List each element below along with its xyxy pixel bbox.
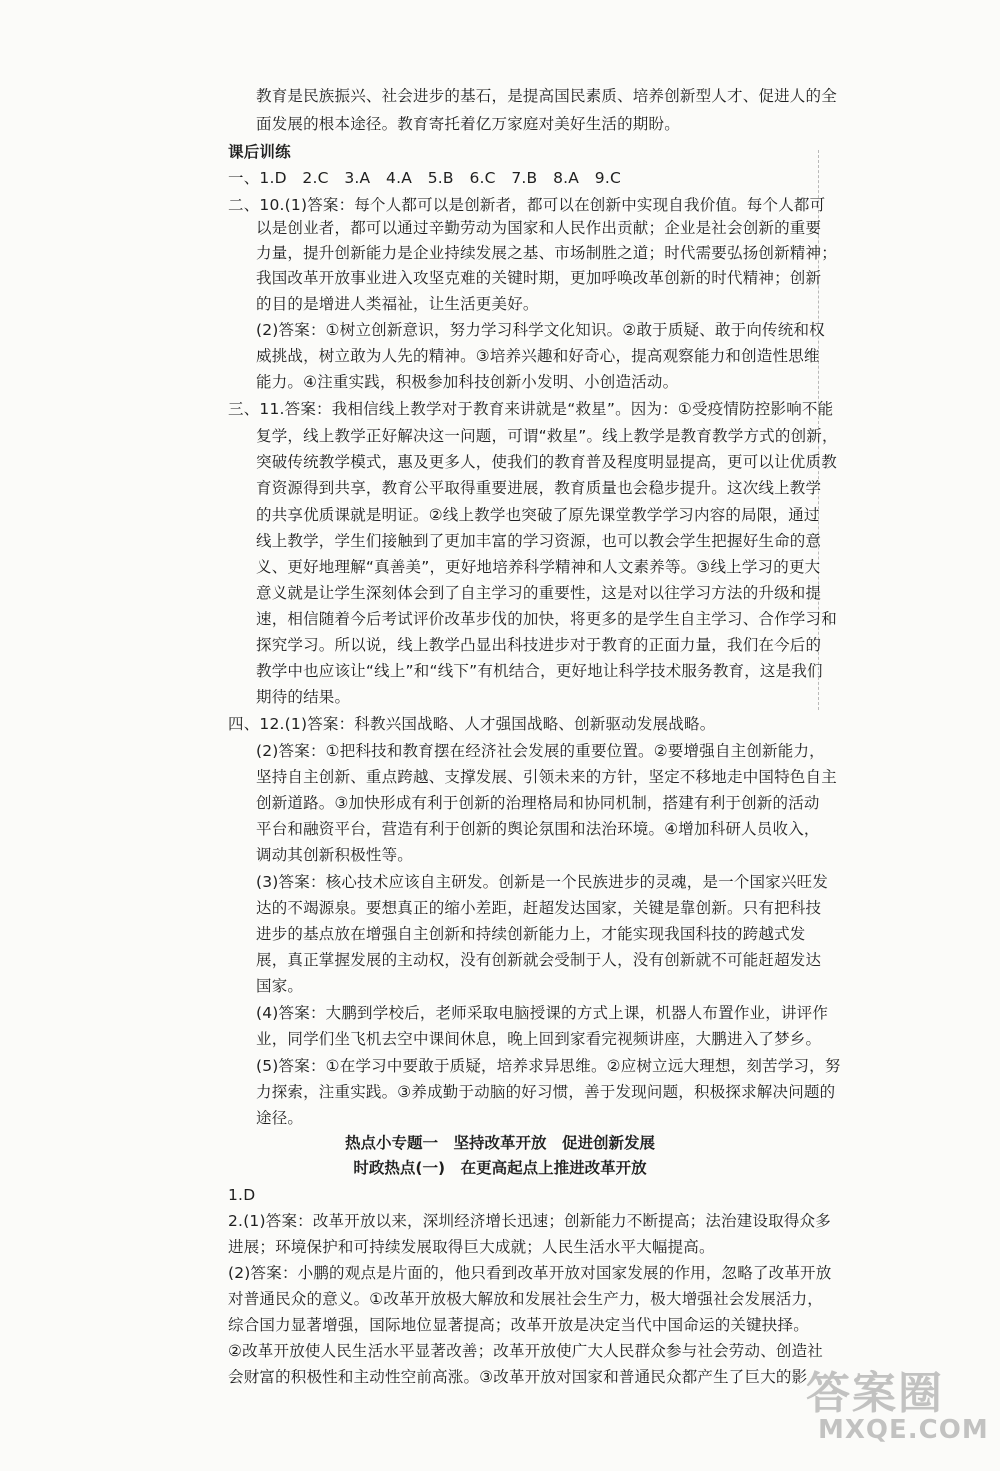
text-line: 途径。 bbox=[256, 1109, 304, 1127]
text-line: 平台和融资平台，营造有利于创新的舆论氛围和法治环境。④增加科研人员收入， bbox=[256, 820, 820, 838]
text-line: 达的不竭源泉。要想真正的缩小差距，赶超发达国家，关键是靠创新。只有把科技 bbox=[256, 899, 822, 917]
text-line: 突破传统教学模式，惠及更多人，使我们的教育普及程度明显提高，更可以让优质教 bbox=[256, 453, 837, 471]
answer-line: 1.D bbox=[228, 1186, 256, 1204]
text-line: (2)答案：①树立创新意识，努力学习科学文化知识。②敢于质疑、敢于向传统和权 bbox=[256, 321, 825, 339]
answer-line: 三、11.答案：我相信线上教学对于教育来讲就是“救星”。因为：①受疫情防控影响不能 bbox=[228, 400, 834, 418]
text-line: 坚持自主创新、重点跨越、支撑发展、引领未来的方针，坚定不移地走中国特色自主 bbox=[256, 768, 837, 786]
text-line: 义、更好地理解“真善美”，更好地培养科学精神和人文素养等。③线上学习的更大 bbox=[256, 558, 821, 576]
text-line: (4)答案：大鹏到学校后，老师采取电脑授课的方式上课，机器人布置作业，讲评作 bbox=[256, 1004, 829, 1022]
text-line: 面发展的根本途径。教育寄托着亿万家庭对美好生活的期盼。 bbox=[256, 115, 680, 133]
text-line: ②改革开放使人民生活水平显著改善；改革开放使广大人民群众参与社会劳动、创造社 bbox=[228, 1342, 823, 1360]
text-line: (5)答案：①在学习中要敢于质疑，培养求异思维。②应树立远大理想，刻苦学习，努 bbox=[256, 1057, 841, 1075]
answer-line: 2.(1)答案：改革开放以来，深圳经济增长迅速；创新能力不断提高；法治建设取得众多 bbox=[228, 1212, 831, 1230]
answer-line: 一、1.D 2.C 3.A 4.A 5.B 6.C 7.B 8.A 9.C bbox=[228, 169, 621, 187]
text-line: 探究学习。所以说，线上教学凸显出科技进步对于教育的正面力量，我们在今后的 bbox=[256, 636, 822, 654]
text-line: 意义就是让学生深刻体会到了自主学习的重要性，这是对以往学习方法的升级和提 bbox=[256, 584, 822, 602]
watermark-url-text: MXQE.COM bbox=[818, 1415, 989, 1445]
watermark-logo-text: 答案圈 bbox=[806, 1368, 944, 1419]
text-line: 进展；环境保护和可持续发展取得巨大成就；人民生活水平大幅提高。 bbox=[228, 1238, 715, 1256]
text-line: 进步的基点放在增强自主创新和持续创新能力上，才能实现我国科技的跨越式发 bbox=[256, 925, 806, 943]
text-line: 育资源得到共享，教育公平取得重要进展，教育质量也会稳步提升。这次线上教学 bbox=[256, 479, 822, 497]
text-line: 我国改革开放事业进入攻坚克难的关键时期，更加呼唤改革创新的时代精神；创新 bbox=[256, 269, 822, 287]
text-line: 调动其创新积极性等。 bbox=[256, 846, 414, 864]
text-line: 期待的结果。 bbox=[256, 688, 351, 706]
text-line: 教育是民族振兴、社会进步的基石，是提高国民素质、培养创新型人才、促进人的全 bbox=[256, 87, 837, 105]
text-line: 综合国力显著增强，国际地位显著提高；改革开放是决定当代中国命运的关键抉择。 bbox=[228, 1316, 809, 1334]
text-line: 教学中也应该让“线上”和“线下”有机结合，更好地让科学技术服务教育，这是我们 bbox=[256, 662, 823, 680]
hot-topic-title: 时政热点(一) 在更高起点上推进改革开放 bbox=[353, 1159, 647, 1177]
text-line: 速，相信随着今后考试评价改革步伐的加快，将更多的是学生自主学习、合作学习和 bbox=[256, 610, 837, 628]
text-line: 会财富的积极性和主动性空前高涨。③改革开放对国家和普通民众都产生了巨大的影 bbox=[228, 1368, 808, 1386]
text-line: (2)答案：①把科技和教育摆在经济社会发展的重要位置。②要增强自主创新能力， bbox=[256, 742, 825, 760]
text-line: 展，真正掌握发展的主动权，没有创新就会受制于人，没有创新就不可能赶超发达 bbox=[256, 951, 822, 969]
section-heading: 课后训练 bbox=[228, 143, 291, 161]
text-line: 复学，线上教学正好解决这一问题，可谓“救星”。线上教学是教育教学方式的创新， bbox=[256, 427, 838, 445]
text-line: 以是创业者，都可以通过辛勤劳动为国家和人民作出贡献；企业是社会创新的重要 bbox=[256, 219, 822, 237]
text-line: (3)答案：核心技术应该自主研发。创新是一个民族进步的灵魂，是一个国家兴旺发 bbox=[256, 873, 829, 891]
answer-line: 四、12.(1)答案：科教兴国战略、人才强国战略、创新驱动发展战略。 bbox=[228, 715, 716, 733]
text-line: 对普通民众的意义。①改革开放极大解放和发展社会生产力，极大增强社会发展活力， bbox=[228, 1290, 823, 1308]
text-line: 国家。 bbox=[256, 977, 304, 995]
site-watermark-logo bbox=[806, 1357, 989, 1457]
answer-line: (2)答案：小鹏的观点是片面的，他只看到改革开放对国家发展的作用，忽略了改革开放 bbox=[228, 1264, 832, 1282]
text-line: 力探索，注重实践。③养成勤于动脑的好习惯，善于发现问题，积极探求解决问题的 bbox=[256, 1083, 836, 1101]
text-line: 线上教学，学生们接触到了更加丰富的学习资源，也可以教会学生把握好生命的意 bbox=[256, 532, 822, 550]
text-line: 能力。④注重实践，积极参加科技创新小发明、小创造活动。 bbox=[256, 373, 679, 391]
special-topic-title: 热点小专题一 坚持改革开放 促进创新发展 bbox=[344, 1134, 655, 1152]
text-line: 的共享优质课就是明证。②线上教学也突破了原先课堂教学学习内容的局限，通过 bbox=[256, 506, 820, 524]
text-line: 威挑战，树立敢为人先的精神。③培养兴趣和好奇心，提高观察能力和创造性思维 bbox=[256, 347, 820, 365]
text-line: 力量，提升创新能力是企业持续发展之基、市场制胜之道；时代需要弘扬创新精神； bbox=[256, 244, 837, 262]
text-line: 业，同学们坐飞机去空中课间休息，晚上回到家看完视频讲座，大鹏进入了梦乡。 bbox=[256, 1030, 822, 1048]
text-line: 的目的是增进人类福祉，让生活更美好。 bbox=[256, 295, 539, 313]
text-line: 创新道路。③加快形成有利于创新的治理格局和协同机制，搭建有利于创新的活动 bbox=[256, 794, 820, 812]
answer-line: 二、10.(1)答案：每个人都可以是创新者，都可以在创新中实现自我价值。每个人都可 bbox=[228, 196, 826, 214]
